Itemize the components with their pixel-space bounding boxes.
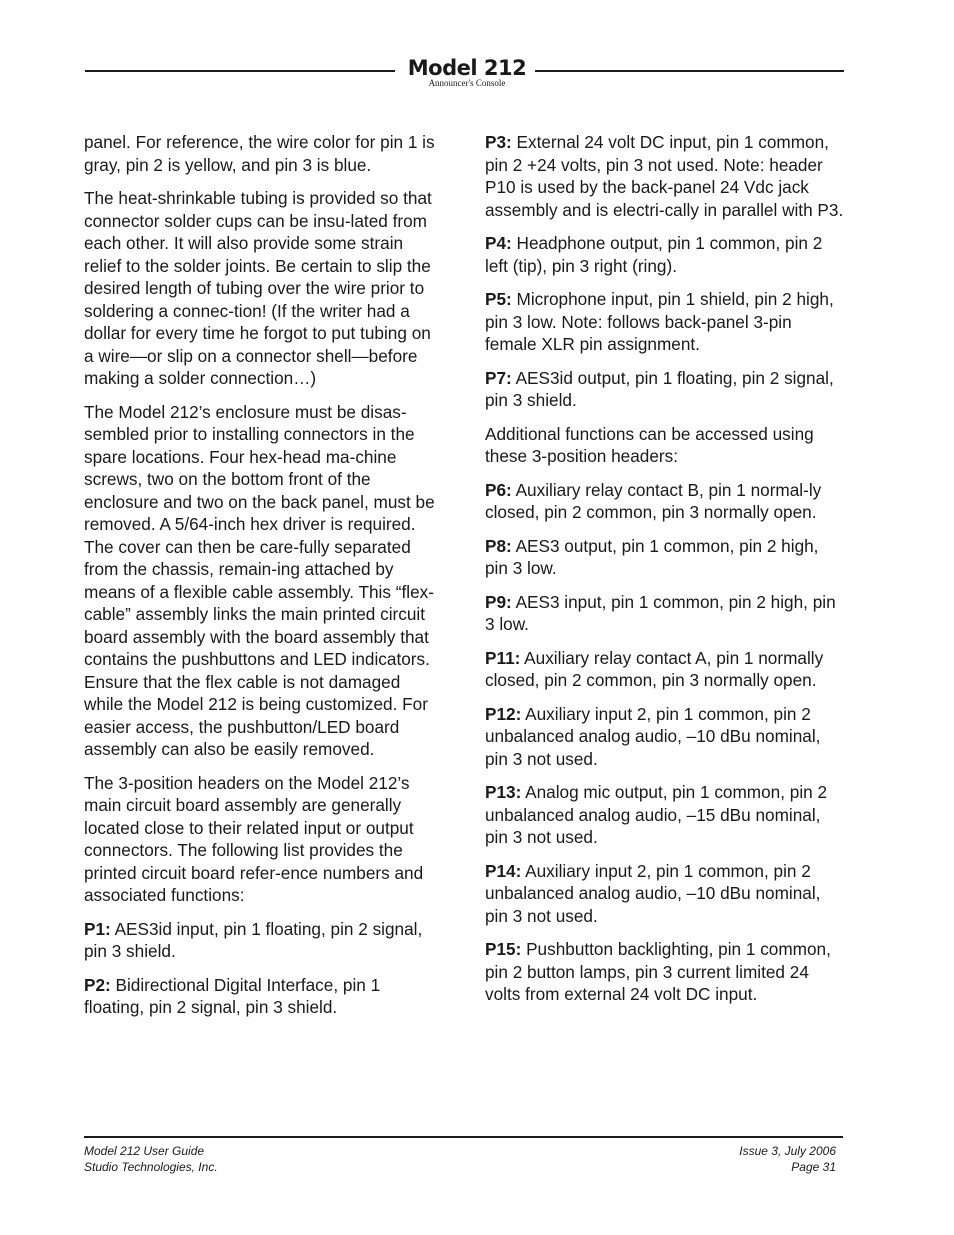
paragraph-text: Auxiliary input 2, pin 1 common, pin 2 unbalanced analog audio, –10 dBu nominal, pin 3 not used. <box>485 860 821 926</box>
paragraph-text: Bidirectional Digital Interface, pin 1 floating, pin 2 signal, pin 3 shield. <box>84 974 381 1017</box>
footer-page-number: Page 31 <box>791 1160 836 1174</box>
paragraph-text: panel. For reference, the wire color for pin 1 is gray, pin 2 is yellow, and pin 3 is blue. <box>84 132 435 175</box>
paragraph-text: Auxiliary input 2, pin 1 common, pin 2 unbalanced analog audio, –10 dBu nominal, pin 3 not used. <box>485 703 821 769</box>
paragraph <box>485 423 845 468</box>
logo-title: Model 212 <box>407 56 527 80</box>
footer-right <box>739 1143 836 1175</box>
header-reference-label: P13: <box>485 782 522 802</box>
paragraph <box>485 535 845 580</box>
left-column <box>84 131 444 1030</box>
right-column <box>485 131 845 1017</box>
paragraph-text: AES3id input, pin 1 floating, pin 2 signal, pin 3 shield. <box>84 918 423 961</box>
paragraph-text: Additional functions can be accessed using these 3-position headers: <box>485 423 814 466</box>
paragraph-text: Headphone output, pin 1 common, pin 2 left (tip), pin 3 right (ring). <box>485 233 823 276</box>
paragraph <box>485 232 845 277</box>
paragraph <box>84 772 444 907</box>
header-reference-label: P8: <box>485 535 512 556</box>
paragraph <box>84 974 444 1019</box>
paragraph <box>84 131 444 176</box>
paragraph <box>485 367 845 412</box>
paragraph <box>485 938 845 1006</box>
product-logo <box>407 56 527 87</box>
header-reference-label: P6: <box>485 479 512 500</box>
footer-rule <box>84 1136 843 1138</box>
header-reference-label: P7: <box>485 367 512 388</box>
paragraph-text: Microphone input, pin 1 shield, pin 2 high, pin 3 low. Note: follows back-panel 3-pin female XLR pin assignment. <box>485 289 834 354</box>
paragraph-text: AES3 output, pin 1 common, pin 2 high, pin 3 low. <box>485 535 819 578</box>
header-reference-label: P3: <box>485 132 512 152</box>
paragraph <box>84 187 444 390</box>
paragraph-text: Analog mic output, pin 1 common, pin 2 unbalanced analog audio, –15 dBu nominal, pin 3 not used. <box>485 782 828 847</box>
paragraph <box>485 781 845 849</box>
paragraph <box>485 131 845 221</box>
header-reference-label: P12: <box>485 703 522 724</box>
header-reference-label: P11: <box>485 647 521 668</box>
footer-left <box>84 1143 218 1175</box>
paragraph <box>485 288 845 356</box>
paragraph-text: Pushbutton backlighting, pin 1 common, pin 2 button lamps, pin 3 current limited 24 volts from external 24 volt DC input. <box>485 939 831 1004</box>
header-reference-label: P2: <box>84 974 111 995</box>
header-rule-left <box>85 70 395 72</box>
header-reference-label: P15: <box>485 939 522 959</box>
paragraph <box>84 918 444 963</box>
header-reference-label: P9: <box>485 591 512 612</box>
paragraph-text: AES3 input, pin 1 common, pin 2 high, pin 3 low. <box>485 591 836 634</box>
header-reference-label: P1: <box>84 918 111 939</box>
footer-guide-title: Model 212 User Guide <box>84 1144 205 1158</box>
paragraph-text: AES3id output, pin 1 floating, pin 2 signal, pin 3 shield. <box>485 367 834 410</box>
paragraph-text: The Model 212’s enclosure must be disas-sembled prior to installing connectors in the spare locations. Four hex-head ma-chine screws, two on the bottom front of the enclosure and two on the back panel, must be removed. A 5/64-inch hex driver is required. The cover can then be care-fully separated from the chassis, remain-ing attached by means of a flexible cable assembly. This “flex-cable” assembly links the main printed circuit board assembly with the board assembly that contains the pushbuttons and LED indicators. Ensure that the flex cable is not damaged while the Model 212 is being customized. For easier access, the pushbutton/LED board assembly can also be easily removed. <box>84 401 435 759</box>
footer-issue: Issue 3, July 2006 <box>739 1144 836 1158</box>
logo-subtitle: Announcer's Console <box>428 78 506 88</box>
paragraph-text: External 24 volt DC input, pin 1 common, pin 2 +24 volts, pin 3 not used. Note: header P10 is used by the back-panel 24 Vdc jack assembly and is electri-cally in parallel with P3. <box>485 132 844 220</box>
paragraph <box>84 401 444 761</box>
paragraph-text: The 3-position headers on the Model 212’s main circuit board assembly are generally located close to their related input or output connectors. The following list provides the printed circuit board refer-ence numbers and associated functions: <box>84 772 424 905</box>
paragraph <box>485 703 845 771</box>
footer-company: Studio Technologies, Inc. <box>84 1160 218 1174</box>
paragraph <box>485 860 845 928</box>
page-header <box>85 56 844 90</box>
paragraph <box>485 591 845 636</box>
header-reference-label: P4: <box>485 233 512 253</box>
paragraph <box>485 479 845 524</box>
header-reference-label: P14: <box>485 860 522 881</box>
header-rule-right <box>535 70 844 72</box>
paragraph-text: The heat-shrinkable tubing is provided so that connector solder cups can be insu-lated from each other. It will also provide some strain relief to the solder joints. Be certain to slip the desired length of tubing over the wire prior to soldering a connec-tion! (If the writer had a dollar for every time he forgot to put tubing on a wire—or slip on a connector shell—before making a solder connection…) <box>84 188 432 388</box>
paragraph-text: Auxiliary relay contact B, pin 1 normal-ly closed, pin 2 common, pin 3 normally open. <box>485 479 822 522</box>
paragraph-text: Auxiliary relay contact A, pin 1 normally closed, pin 2 common, pin 3 normally open. <box>485 647 824 690</box>
paragraph <box>485 647 845 692</box>
header-reference-label: P5: <box>485 289 512 309</box>
